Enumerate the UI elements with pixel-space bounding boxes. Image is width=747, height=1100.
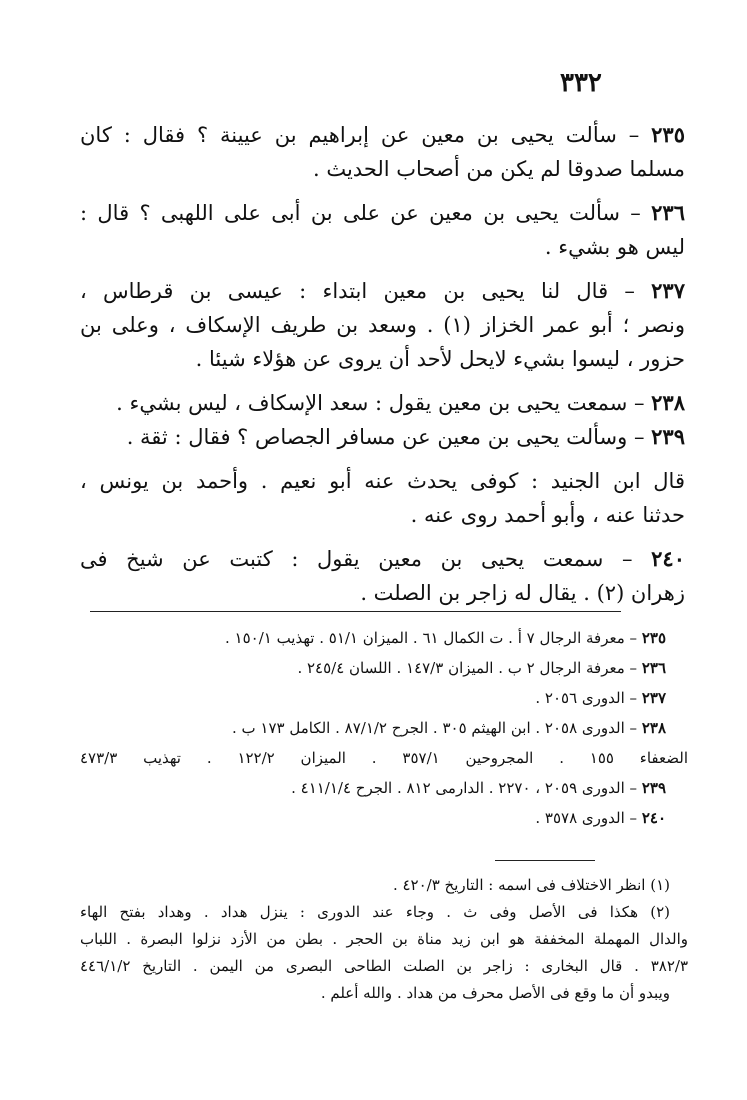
entry-number: ٢٣٧ [651, 278, 685, 303]
footnote-line [80, 899, 688, 926]
reference-text: – معرفة الرجال ٢ ب . الميزان ١٤٧/٣ . اللسان ٢٤٥/٤ . [297, 659, 638, 677]
reference-number: ٢٣٩ [641, 779, 666, 797]
reference-number: ٢٣٧ [641, 689, 666, 707]
entry-line [80, 308, 685, 342]
reference-line [80, 743, 688, 773]
reference-number: ٢٣٨ [641, 719, 666, 737]
footnote-line [80, 872, 688, 899]
entry-number: ٢٤٠ [651, 546, 685, 571]
entry-text: زهران (٢) . يقال له زاجر بن الصلت . [360, 581, 685, 605]
entry-text: – قال لنا يحيى بن معين ابتداء : عيسى بن قرطاس ، [80, 279, 635, 303]
entry-line [80, 118, 685, 152]
reference-text: – الدورى ٣٥٧٨ . [535, 809, 638, 827]
references-section [80, 623, 688, 833]
entry-text: حدثنا عنه ، وأبو أحمد روى عنه . [410, 503, 685, 527]
main-text [80, 118, 685, 610]
entry-line [80, 498, 685, 532]
entry-number: ٢٣٩ [651, 424, 685, 449]
entry-number: ٢٣٥ [651, 122, 685, 147]
entry-text: ونصر ؛ أبو عمر الخزاز (١) . وسعد بن طريف الإسكاف ، وعلى بن [80, 313, 685, 337]
entry-text: – سألت يحيى بن معين عن على بن أبى على اللهبى ؟ قال : [80, 201, 641, 225]
entry-line [80, 576, 685, 610]
entry-line [80, 420, 685, 454]
entry-line [80, 196, 685, 230]
entry-text: – سألت يحيى بن معين عن إبراهيم بن عيينة ؟ فقال : كان [80, 123, 640, 147]
reference-number: ٢٣٥ [641, 629, 666, 647]
entry-number: ٢٣٦ [651, 200, 685, 225]
entry-line [80, 342, 685, 376]
section-divider [90, 611, 621, 612]
footnotes-section [80, 872, 688, 1007]
entry-line [80, 386, 685, 420]
reference-line [80, 623, 688, 653]
reference-number: ٢٤٠ [641, 809, 666, 827]
footnote-text: ٣٨٢/٣ . قال البخارى : زاجر بن الصلت الطاحى البصرى من اليمن . التاريخ ٤٤٦/١/٢ [80, 957, 688, 975]
footnote-text: والدال المهملة المخففة هو ابن زيد مناة بن الحجر . بطن من الأزد نزلوا البصرة . اللباب [80, 930, 688, 948]
reference-text: – الدورى ٢٠٥٩ ، ٢٢٧٠ . الدارمى ٨١٢ . الجرح ٤١١/١/٤ . [291, 779, 638, 797]
reference-line [80, 653, 688, 683]
footnote-line [80, 953, 688, 980]
reference-line [80, 713, 688, 743]
reference-line [80, 683, 688, 713]
footnote-divider [495, 860, 595, 861]
entry-text: حزور ، ليسوا بشيء لايحل لأحد أن يروى عن هؤلاء شيئا . [195, 347, 685, 371]
entry-text: – وسألت يحيى بن معين عن مسافر الجصاص ؟ فقال : ثقة . [126, 425, 645, 449]
entry-text: – سمعت يحيى بن معين يقول : كتبت عن شيخ فى [80, 547, 633, 571]
reference-text: – الدورى ٢٠٥٦ . [535, 689, 638, 707]
entry-line [80, 230, 685, 264]
footnote-line [80, 980, 688, 1007]
entry-number: ٢٣٨ [651, 390, 685, 415]
page-number: ٣٣٢ [560, 68, 602, 98]
entry-text: ليس هو بشيء . [544, 235, 685, 259]
entry-text: قال ابن الجنيد : كوفى يحدث عنه أبو نعيم . وأحمد بن يونس ، [80, 469, 685, 493]
entry-line [80, 152, 685, 186]
reference-number: ٢٣٦ [641, 659, 666, 677]
reference-text: الضعفاء ١٥٥ . المجروحين ٣٥٧/١ . الميزان ١٢٢/٢ . تهذيب ٤٧٣/٣ [80, 749, 688, 767]
entry-line [80, 464, 685, 498]
reference-line [80, 803, 688, 833]
entry-line [80, 274, 685, 308]
footnote-text: (١) انظر الاختلاف فى اسمه : التاريخ ٤٢٠/٣ . [392, 876, 670, 894]
entry-line [80, 542, 685, 576]
entry-text: مسلما صدوقا لم يكن من أصحاب الحديث . [312, 157, 685, 181]
footnote-text: (٢) هكذا فى الأصل وفى ث . وجاء عند الدورى : ينزل هداد . وهداد بفتح الهاء [80, 903, 670, 921]
reference-text: – الدورى ٢٠٥٨ . ابن الهيثم ٣٠٥ . الجرح ٨٧/١/٢ . الكامل ١٧٣ ب . [231, 719, 638, 737]
footnote-line [80, 926, 688, 953]
entry-text: – سمعت يحيى بن معين يقول : سعد الإسكاف ، ليس بشيء . [116, 391, 645, 415]
footnote-text: ويبدو أن ما وقع فى الأصل محرف من هداد . والله أعلم . [320, 984, 670, 1002]
reference-text: – معرفة الرجال ٧ أ . ت الكمال ٦١ . الميزان ٥١/١ . تهذيب ١٥٠/١ . [224, 629, 638, 647]
reference-line [80, 773, 688, 803]
